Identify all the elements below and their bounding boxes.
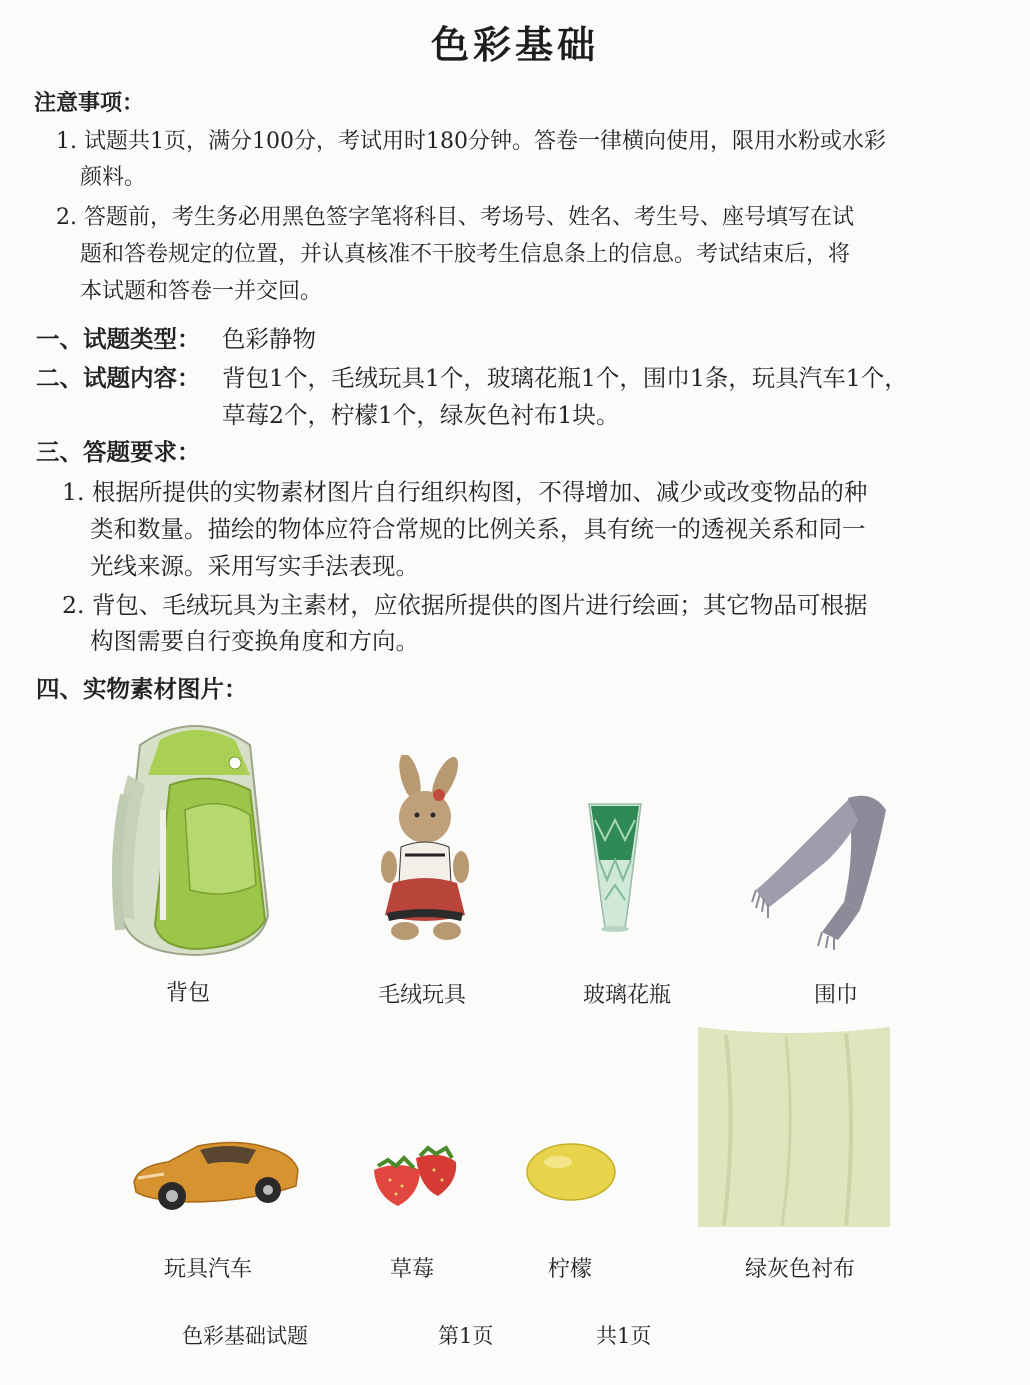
caption-cloth: 绿灰色衬布 (744, 1257, 855, 1282)
footer-page-number: 第1页 (438, 1324, 494, 1348)
caption-plush-toy: 毛绒玩具 (377, 983, 466, 1008)
toy-car-image (128, 1130, 303, 1220)
requirement-2-line-1: 2. 背包、毛绒玩具为主素材，应依据所提供的图片进行绘画；其它物品可根据 (62, 591, 868, 619)
lemon-image (522, 1140, 620, 1204)
section-type-value: 色彩静物 (222, 325, 316, 353)
caption-lemon: 柠檬 (547, 1257, 592, 1282)
requirement-1-line-2: 类和数量。描绘的物体应符合常规的比例关系，具有统一的透视关系和同一 (90, 515, 866, 543)
notes-item-2-line-2: 题和答卷规定的位置，并认真核准不干胶考生信息条上的信息。考试结束后，将 (80, 242, 851, 267)
plush-toy-image (365, 755, 485, 945)
caption-strawberry: 草莓 (389, 1257, 434, 1282)
caption-backpack: 背包 (165, 981, 210, 1006)
green-gray-cloth-image (696, 1025, 892, 1227)
section-content-label: 二、试题内容： (36, 364, 201, 392)
footer-total-pages: 共1页 (596, 1324, 652, 1348)
backpack-image (100, 715, 290, 960)
section-requirements-label: 三、答题要求： (36, 438, 201, 466)
section-type-label: 一、试题类型： (36, 325, 201, 353)
caption-glass-vase: 玻璃花瓶 (582, 983, 671, 1008)
caption-scarf: 围巾 (813, 983, 858, 1008)
caption-toy-car: 玩具汽车 (163, 1257, 252, 1282)
requirement-1-line-3: 光线来源。采用写实手法表现。 (90, 552, 419, 580)
notes-item-1-line-1: 1. 试题共1页，满分100分，考试用时180分钟。答卷一律横向使用，限用水粉或水彩 (56, 129, 886, 154)
requirement-2-line-2: 构图需要自行变换角度和方向。 (90, 627, 419, 655)
footer-exam-name: 色彩基础试题 (182, 1324, 308, 1348)
requirement-1-line-1: 1. 根据所提供的实物素材图片自行组织构图，不得增加、减少或改变物品的种 (62, 478, 868, 506)
strawberry-image (368, 1140, 463, 1210)
section-content-line-2: 草莓2个，柠檬1个，绿灰色衬布1块。 (222, 401, 620, 429)
notes-item-1-line-2: 颜料。 (80, 165, 147, 190)
section-content-line-1: 背包1个，毛绒玩具1个，玻璃花瓶1个，围巾1条，玩具汽车1个， (222, 364, 908, 392)
page-title: 色彩基础 (430, 23, 599, 67)
notes-heading: 注意事项： (34, 91, 145, 116)
notes-item-2-line-3: 本试题和答卷一并交回。 (80, 279, 323, 304)
glass-vase-image (585, 800, 645, 935)
scarf-image (748, 790, 893, 950)
notes-item-2-line-1: 2. 答题前，考生务必用黑色签字笔将科目、考场号、姓名、考生号、座号填写在试 (56, 205, 854, 230)
section-images-label: 四、实物素材图片： (36, 675, 248, 703)
